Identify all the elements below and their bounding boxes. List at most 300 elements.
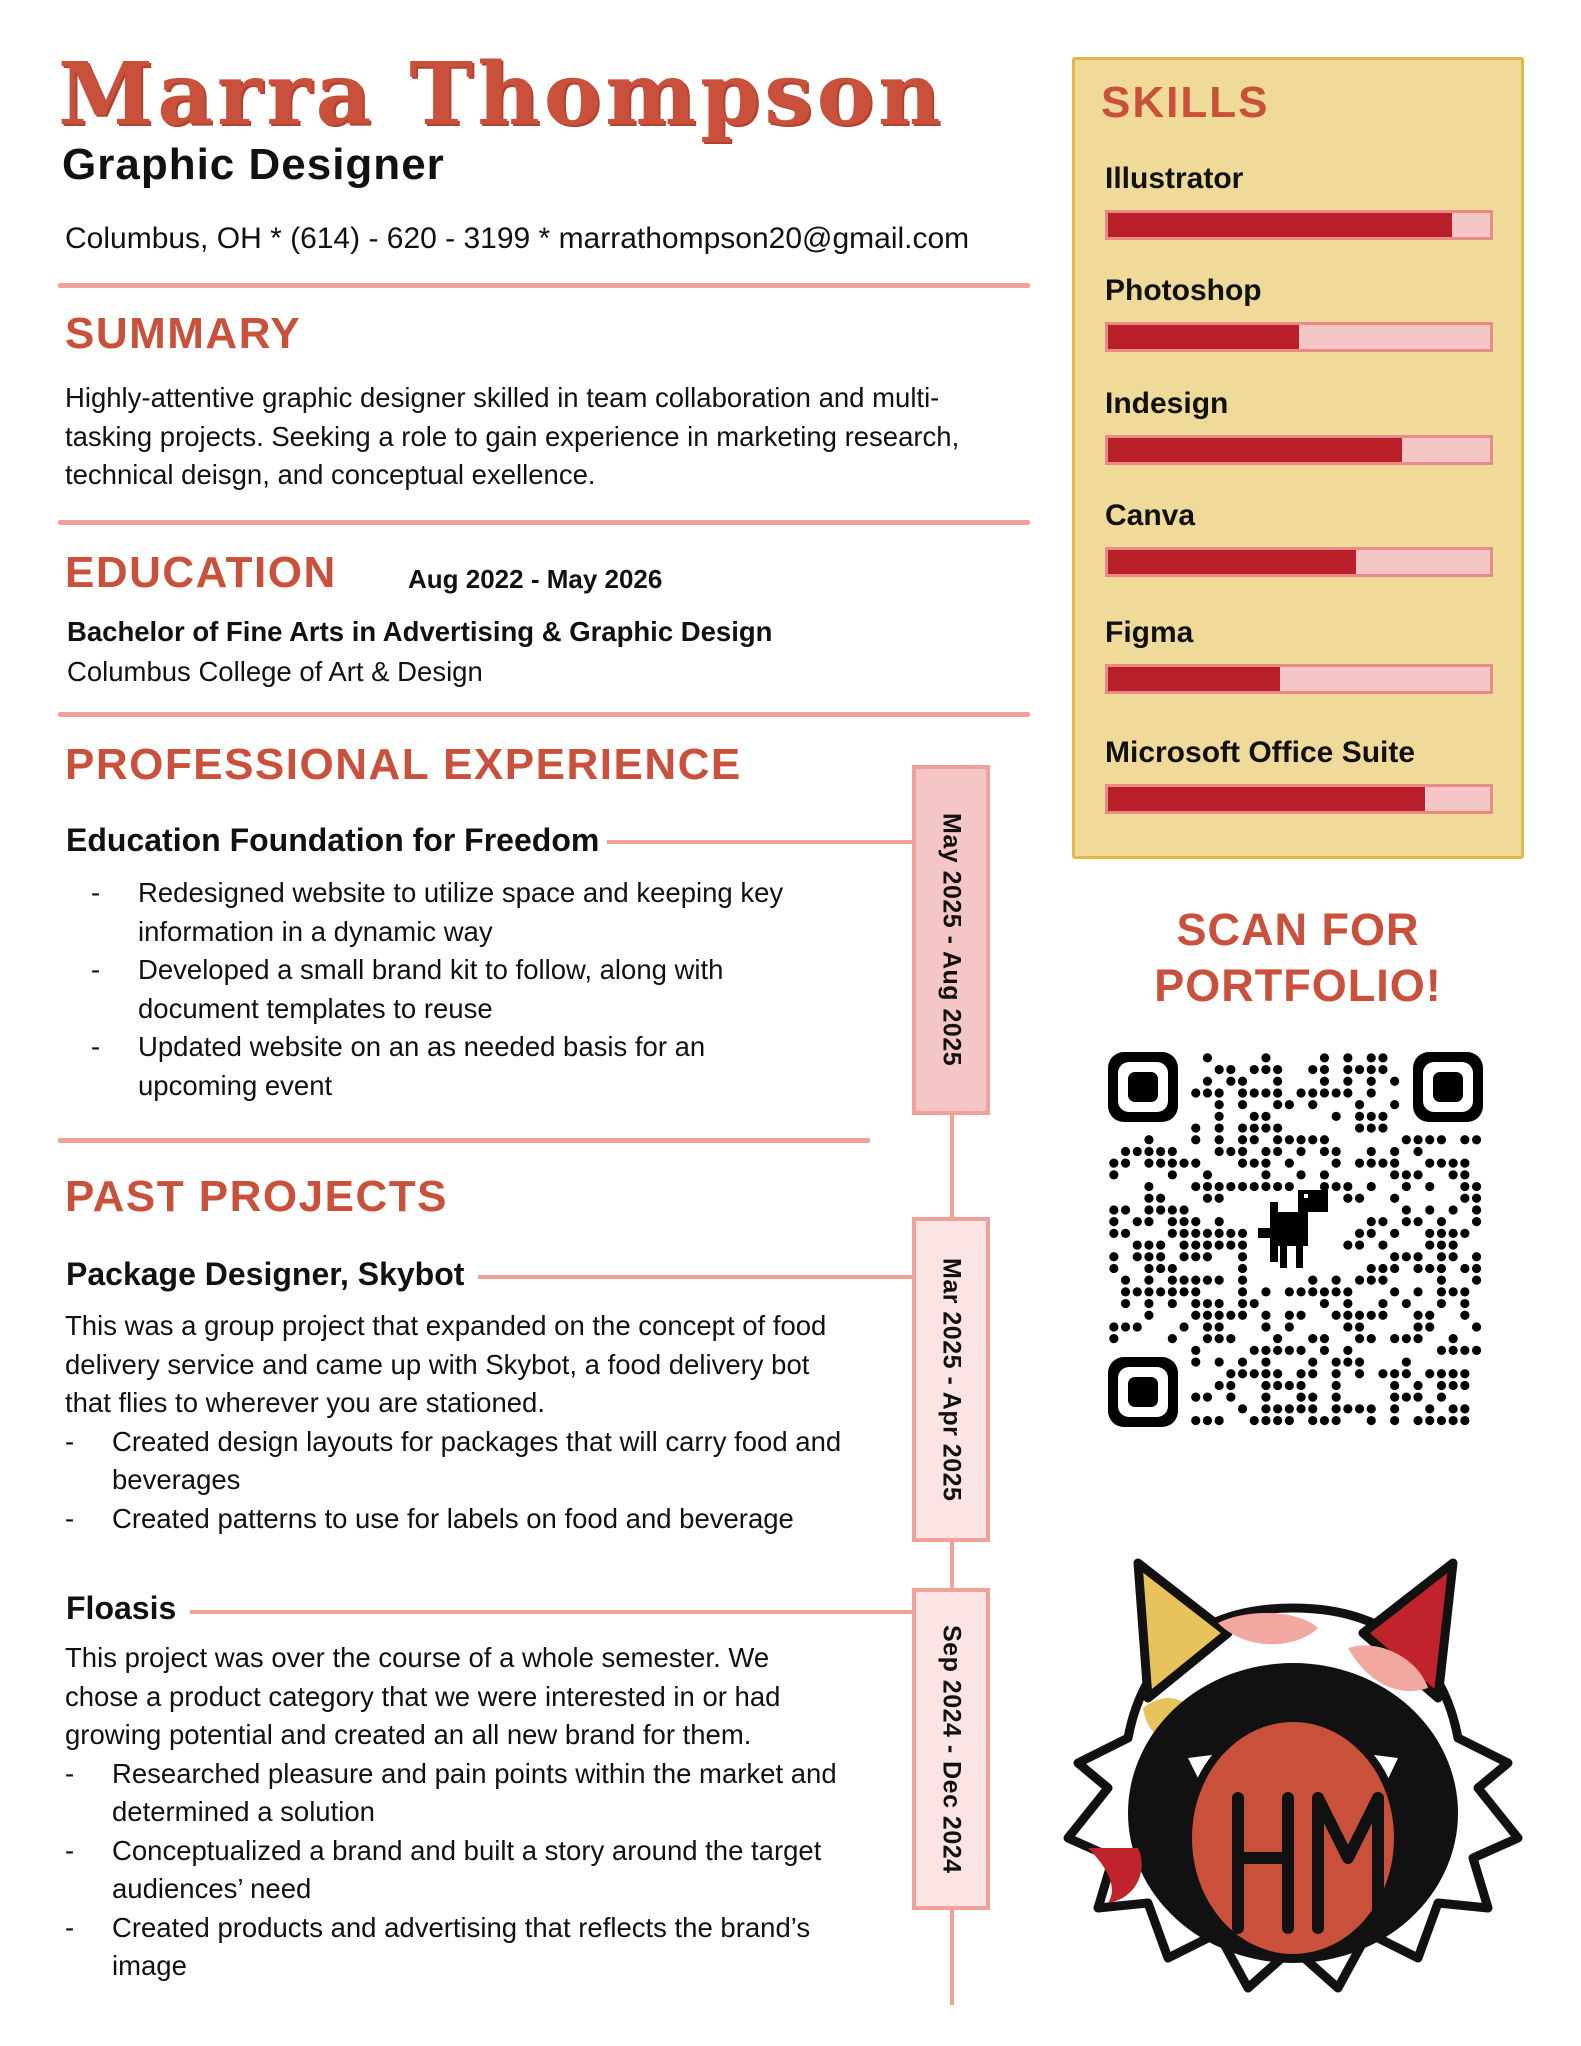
qr-dot	[1296, 1147, 1305, 1156]
qr-dot	[1261, 1287, 1270, 1296]
qr-code-icon[interactable]	[1108, 1052, 1483, 1427]
qr-dot	[1425, 1229, 1434, 1238]
qr-dot	[1449, 1404, 1458, 1413]
qr-dot	[1343, 1311, 1352, 1320]
qr-dot	[1425, 1416, 1434, 1425]
qr-dot	[1226, 1229, 1235, 1238]
qr-dot	[1226, 1381, 1235, 1390]
qr-dot	[1250, 1416, 1259, 1425]
skill-bar-fill	[1108, 550, 1356, 574]
qr-dot	[1215, 1182, 1224, 1191]
qr-dot	[1413, 1147, 1422, 1156]
qr-dot	[1296, 1381, 1305, 1390]
qr-dot	[1413, 1287, 1422, 1296]
qr-dot	[1121, 1287, 1130, 1296]
divider	[58, 520, 1030, 525]
qr-dot	[1109, 1159, 1118, 1168]
applicant-name: Marra Thompson	[58, 44, 945, 145]
qr-dot	[1121, 1322, 1130, 1331]
qr-dot	[1203, 1252, 1212, 1261]
qr-dot	[1179, 1205, 1188, 1214]
qr-dot	[1308, 1135, 1317, 1144]
qr-dot	[1226, 1393, 1235, 1402]
qr-dot	[1215, 1416, 1224, 1425]
qr-dot	[1109, 1264, 1118, 1273]
project-name: Package Designer, Skybot	[66, 1256, 465, 1292]
skill-bar-fill	[1108, 667, 1280, 691]
qr-dot	[1121, 1147, 1130, 1156]
qr-dot	[1261, 1159, 1270, 1168]
qr-dot	[1215, 1088, 1224, 1097]
qr-dot	[1308, 1088, 1317, 1097]
qr-dot	[1261, 1322, 1270, 1331]
qr-dot	[1238, 1077, 1247, 1086]
qr-dot	[1261, 1182, 1270, 1191]
qr-dot	[1144, 1159, 1153, 1168]
qr-dot	[1320, 1135, 1329, 1144]
qr-dot	[1144, 1240, 1153, 1249]
qr-dot	[1332, 1416, 1341, 1425]
qr-dot	[1191, 1159, 1200, 1168]
qr-dot	[1472, 1252, 1481, 1261]
qr-dot	[1343, 1404, 1352, 1413]
qr-dot	[1203, 1276, 1212, 1285]
skill-label: Indesign	[1105, 387, 1229, 420]
qr-dot	[1390, 1100, 1399, 1109]
qr-dot	[1308, 1416, 1317, 1425]
qr-dot	[1437, 1287, 1446, 1296]
qr-dot	[1332, 1287, 1341, 1296]
qr-dot	[1285, 1287, 1294, 1296]
qr-dot	[1168, 1205, 1177, 1214]
project-body	[65, 1307, 845, 1538]
qr-dot	[1261, 1381, 1270, 1390]
skill-bar	[1105, 784, 1493, 814]
qr-dot	[1308, 1334, 1317, 1343]
qr-dot	[1203, 1194, 1212, 1203]
qr-dot	[1226, 1334, 1235, 1343]
qr-dot	[1320, 1299, 1329, 1308]
qr-dot	[1238, 1240, 1247, 1249]
summary-text: Highly-attentive graphic designer skilled in team collaboration and multi-tasking projects. Seeking a role to gain experience in marketing research, technical deisgn, and conceptual exellence.	[65, 382, 960, 490]
qr-dot	[1238, 1182, 1247, 1191]
qr-dot	[1378, 1217, 1387, 1226]
qr-dot	[1367, 1123, 1376, 1132]
qr-dot	[1472, 1276, 1481, 1285]
qr-dot	[1168, 1159, 1177, 1168]
qr-dot	[1226, 1065, 1235, 1074]
qr-dot	[1343, 1182, 1352, 1191]
qr-dot	[1437, 1217, 1446, 1226]
qr-dot	[1367, 1416, 1376, 1425]
qr-dot	[1168, 1229, 1177, 1238]
qr-dot	[1425, 1205, 1434, 1214]
qr-dot	[1179, 1159, 1188, 1168]
qr-dot	[1460, 1416, 1469, 1425]
skill-label: Microsoft Office Suite	[1105, 736, 1416, 769]
qr-dot	[1285, 1100, 1294, 1109]
timeline-connector	[190, 1610, 912, 1614]
project-body	[65, 1639, 845, 1986]
qr-dot	[1425, 1264, 1434, 1273]
qr-dot	[1332, 1404, 1341, 1413]
qr-dot	[1238, 1311, 1247, 1320]
qr-dot	[1355, 1194, 1364, 1203]
qr-dot	[1320, 1088, 1329, 1097]
qr-dot	[1156, 1205, 1165, 1214]
qr-dot	[1191, 1311, 1200, 1320]
qr-dot	[1332, 1088, 1341, 1097]
divider	[58, 712, 1030, 717]
qr-dot	[1343, 1322, 1352, 1331]
qr-dot	[1168, 1264, 1177, 1273]
qr-dot	[1460, 1159, 1469, 1168]
qr-dot	[1378, 1299, 1387, 1308]
qr-dot	[1449, 1229, 1458, 1238]
qr-dot	[1355, 1276, 1364, 1285]
qr-dot	[1437, 1159, 1446, 1168]
qr-dot	[1320, 1416, 1329, 1425]
qr-dot	[1390, 1170, 1399, 1179]
qr-dot	[1156, 1287, 1165, 1296]
qr-dot	[1320, 1346, 1329, 1355]
qr-dot	[1343, 1065, 1352, 1074]
qr-dot	[1191, 1276, 1200, 1285]
qr-dot	[1191, 1135, 1200, 1144]
skill-label: Photoshop	[1105, 274, 1262, 307]
skill-illustrator	[1105, 162, 1493, 240]
qr-dot	[1320, 1334, 1329, 1343]
qr-dot	[1460, 1404, 1469, 1413]
qr-dot	[1109, 1170, 1118, 1179]
qr-dot	[1156, 1194, 1165, 1203]
qr-dot	[1215, 1100, 1224, 1109]
qr-dot	[1109, 1205, 1118, 1214]
qr-dot	[1215, 1217, 1224, 1226]
school: Columbus College of Art & Design	[67, 656, 483, 687]
skill-bar	[1105, 664, 1493, 694]
qr-dot	[1109, 1322, 1118, 1331]
qr-dot	[1179, 1229, 1188, 1238]
qr-dot	[1261, 1311, 1270, 1320]
qr-dot	[1109, 1334, 1118, 1343]
qr-dot	[1367, 1112, 1376, 1121]
qr-dot	[1191, 1299, 1200, 1308]
qr-dot	[1273, 1416, 1282, 1425]
qr-dot	[1133, 1147, 1142, 1156]
qr-dot	[1460, 1346, 1469, 1355]
qr-dot	[1144, 1135, 1153, 1144]
qr-dot	[1296, 1369, 1305, 1378]
qr-dot	[1460, 1135, 1469, 1144]
skill-bar	[1105, 322, 1493, 352]
qr-dot	[1191, 1252, 1200, 1261]
qr-dot	[1437, 1393, 1446, 1402]
qr-dot	[1203, 1311, 1212, 1320]
qr-dot	[1215, 1276, 1224, 1285]
qr-dot	[1425, 1311, 1434, 1320]
qr-dot	[1437, 1381, 1446, 1390]
qr-dot	[1273, 1182, 1282, 1191]
qr-dot	[1226, 1240, 1235, 1249]
education-dates: Aug 2022 - May 2026	[408, 564, 663, 594]
qr-dot	[1203, 1240, 1212, 1249]
qr-dot	[1437, 1299, 1446, 1308]
qr-dot	[1355, 1123, 1364, 1132]
list-item: - Created patterns to use for labels on food and beverage	[65, 1500, 845, 1539]
qr-dot	[1285, 1159, 1294, 1168]
qr-dot	[1390, 1194, 1399, 1203]
qr-dot	[1179, 1287, 1188, 1296]
qr-dot	[1402, 1170, 1411, 1179]
qr-dot	[1308, 1357, 1317, 1366]
qr-dot	[1191, 1416, 1200, 1425]
qr-dot	[1390, 1287, 1399, 1296]
qr-dot	[1121, 1276, 1130, 1285]
qr-dot	[1460, 1311, 1469, 1320]
qr-dot	[1332, 1357, 1341, 1366]
qr-dot	[1296, 1135, 1305, 1144]
qr-dot	[1308, 1100, 1317, 1109]
qr-dot	[1156, 1159, 1165, 1168]
qr-dot	[1402, 1217, 1411, 1226]
qr-dot	[1238, 1404, 1247, 1413]
qr-dot	[1460, 1182, 1469, 1191]
qr-dot	[1203, 1416, 1212, 1425]
qr-dot	[1425, 1369, 1434, 1378]
qr-dot	[1238, 1276, 1247, 1285]
qr-dot	[1215, 1135, 1224, 1144]
qr-dot	[1226, 1077, 1235, 1086]
qr-dot	[1472, 1346, 1481, 1355]
qr-dot	[1343, 1194, 1352, 1203]
qr-dot	[1332, 1276, 1341, 1285]
qr-dot	[1144, 1147, 1153, 1156]
qr-dot	[1308, 1287, 1317, 1296]
qr-dot	[1472, 1217, 1481, 1226]
qr-dot	[1203, 1393, 1212, 1402]
qr-dot	[1425, 1135, 1434, 1144]
qr-dot	[1390, 1381, 1399, 1390]
divider	[58, 1138, 870, 1143]
qr-dot	[1449, 1369, 1458, 1378]
qr-dot	[1179, 1276, 1188, 1285]
qr-dot	[1390, 1393, 1399, 1402]
qr-dot	[1133, 1322, 1142, 1331]
qr-dot	[1144, 1194, 1153, 1203]
qr-dot	[1472, 1194, 1481, 1203]
qr-dot	[1449, 1170, 1458, 1179]
qr-dot	[1437, 1240, 1446, 1249]
qr-dot	[1343, 1053, 1352, 1062]
qr-dot	[1238, 1123, 1247, 1132]
qr-dot	[1296, 1311, 1305, 1320]
qr-dot	[1191, 1346, 1200, 1355]
qr-dot	[1238, 1287, 1247, 1296]
qr-dot	[1109, 1217, 1118, 1226]
qr-dot	[1215, 1322, 1224, 1331]
skill-canva	[1105, 499, 1493, 577]
qr-dot	[1413, 1170, 1422, 1179]
monster-logo-icon	[1048, 1538, 1538, 2003]
qr-dot	[1343, 1077, 1352, 1086]
skill-photoshop	[1105, 274, 1493, 352]
qr-dot	[1472, 1264, 1481, 1273]
qr-dot	[1144, 1205, 1153, 1214]
qr-dot	[1437, 1264, 1446, 1273]
qr-dot	[1179, 1252, 1188, 1261]
qr-dot	[1378, 1369, 1387, 1378]
qr-dot	[1413, 1416, 1422, 1425]
qr-dot	[1320, 1147, 1329, 1156]
qr-dot	[1413, 1135, 1422, 1144]
qr-dot	[1460, 1369, 1469, 1378]
qr-dot	[1261, 1123, 1270, 1132]
qr-dot	[1285, 1404, 1294, 1413]
qr-dot	[1332, 1311, 1341, 1320]
qr-dot	[1437, 1276, 1446, 1285]
skills-heading: SKILLS	[1101, 78, 1270, 127]
qr-dot	[1332, 1393, 1341, 1402]
project-name: Floasis	[66, 1590, 177, 1626]
qr-dot	[1238, 1147, 1247, 1156]
qr-dot	[1320, 1287, 1329, 1296]
qr-dot	[1261, 1416, 1270, 1425]
qr-dot	[1296, 1346, 1305, 1355]
qr-dot	[1285, 1381, 1294, 1390]
qr-dot	[1308, 1393, 1317, 1402]
qr-dot	[1168, 1170, 1177, 1179]
dinosaur-icon	[1258, 1190, 1328, 1268]
qr-dot	[1437, 1346, 1446, 1355]
qr-dot	[1390, 1334, 1399, 1343]
qr-dot	[1413, 1393, 1422, 1402]
qr-dot	[1144, 1311, 1153, 1320]
experience-heading: PROFESSIONAL EXPERIENCE	[65, 740, 742, 789]
list-item: - Researched pleasure and pain points within the market and determined a solution	[65, 1755, 845, 1832]
qr-dot	[1133, 1217, 1142, 1226]
qr-dot	[1460, 1170, 1469, 1179]
qr-dot	[1367, 1053, 1376, 1062]
qr-dot	[1343, 1287, 1352, 1296]
qr-dot	[1285, 1182, 1294, 1191]
skills-panel	[1072, 57, 1524, 859]
qr-dot	[1238, 1264, 1247, 1273]
skill-figma	[1105, 616, 1493, 694]
qr-dot	[1390, 1159, 1399, 1168]
qr-dot	[1215, 1299, 1224, 1308]
contact-info: Columbus, OH * (614) - 620 - 3199 * marrathompson20@gmail.com	[65, 222, 970, 255]
qr-dot	[1472, 1182, 1481, 1191]
qr-dot	[1296, 1287, 1305, 1296]
qr-dot	[1449, 1205, 1458, 1214]
qr-dot	[1250, 1159, 1259, 1168]
list-item: - Redesigned website to utilize space and keeping key information in a dynamic way	[66, 874, 826, 951]
skill-bar	[1105, 210, 1493, 240]
qr-dot	[1460, 1381, 1469, 1390]
qr-dot	[1285, 1346, 1294, 1355]
qr-dot	[1378, 1276, 1387, 1285]
skill-label: Canva	[1105, 499, 1196, 532]
qr-dot	[1390, 1404, 1399, 1413]
qr-dot	[1238, 1369, 1247, 1378]
qr-dot	[1437, 1135, 1446, 1144]
qr-dot	[1168, 1299, 1177, 1308]
qr-dot	[1296, 1170, 1305, 1179]
project-description: This was a group project that expanded on the concept of food delivery service and came up with Skybot, a food delivery bot that flies to wherever you are stationed.	[65, 1310, 827, 1418]
qr-dot	[1390, 1369, 1399, 1378]
qr-dot	[1367, 1264, 1376, 1273]
qr-dot	[1355, 1240, 1364, 1249]
qr-dot	[1156, 1147, 1165, 1156]
qr-dot	[1273, 1381, 1282, 1390]
experience-dates-box	[912, 765, 990, 1115]
qr-dot	[1460, 1264, 1469, 1273]
qr-dot	[1261, 1053, 1270, 1062]
qr-dot	[1413, 1322, 1422, 1331]
qr-dot	[1332, 1369, 1341, 1378]
qr-dot	[1215, 1065, 1224, 1074]
qr-dot	[1437, 1369, 1446, 1378]
qr-dot	[1168, 1287, 1177, 1296]
skill-bar-fill	[1108, 438, 1402, 462]
qr-dot	[1460, 1299, 1469, 1308]
qr-dot	[1168, 1276, 1177, 1285]
qr-dot	[1402, 1205, 1411, 1214]
qr-dot	[1332, 1182, 1341, 1191]
qr-dot	[1133, 1287, 1142, 1296]
qr-dot	[1367, 1088, 1376, 1097]
qr-dot	[1144, 1299, 1153, 1308]
portfolio-cta: SCAN FOR PORTFOLIO!	[1154, 904, 1442, 1011]
qr-dot	[1402, 1299, 1411, 1308]
qr-dot	[1261, 1147, 1270, 1156]
qr-dot	[1144, 1252, 1153, 1261]
qr-dot	[1308, 1369, 1317, 1378]
qr-dot	[1320, 1170, 1329, 1179]
qr-dot	[1261, 1088, 1270, 1097]
project-dates: Mar 2025 - Apr 2025	[937, 1257, 966, 1502]
qr-dot	[1390, 1229, 1399, 1238]
qr-dot	[1250, 1065, 1259, 1074]
qr-dot	[1203, 1322, 1212, 1331]
skill-indesign	[1105, 387, 1493, 465]
skill-bar-fill	[1108, 787, 1425, 811]
qr-dot	[1238, 1135, 1247, 1144]
qr-dot	[1203, 1334, 1212, 1343]
qr-dot	[1250, 1112, 1259, 1121]
qr-dot	[1215, 1147, 1224, 1156]
qr-dot	[1191, 1182, 1200, 1191]
qr-dot	[1261, 1393, 1270, 1402]
skill-bar	[1105, 547, 1493, 577]
qr-dot	[1285, 1311, 1294, 1320]
qr-dot	[1378, 1065, 1387, 1074]
qr-dot	[1449, 1240, 1458, 1249]
qr-dot	[1460, 1287, 1469, 1296]
qr-dot	[1449, 1381, 1458, 1390]
qr-dot	[1355, 1357, 1364, 1366]
qr-dot	[1226, 1311, 1235, 1320]
skill-label: Figma	[1105, 616, 1194, 649]
qr-dot	[1273, 1346, 1282, 1355]
qr-dot	[1343, 1088, 1352, 1097]
qr-dot	[1449, 1416, 1458, 1425]
qr-dot	[1133, 1240, 1142, 1249]
qr-dot	[1472, 1322, 1481, 1331]
project-dates-box	[912, 1588, 990, 1910]
portfolio-qr-code[interactable]	[1108, 1052, 1483, 1427]
